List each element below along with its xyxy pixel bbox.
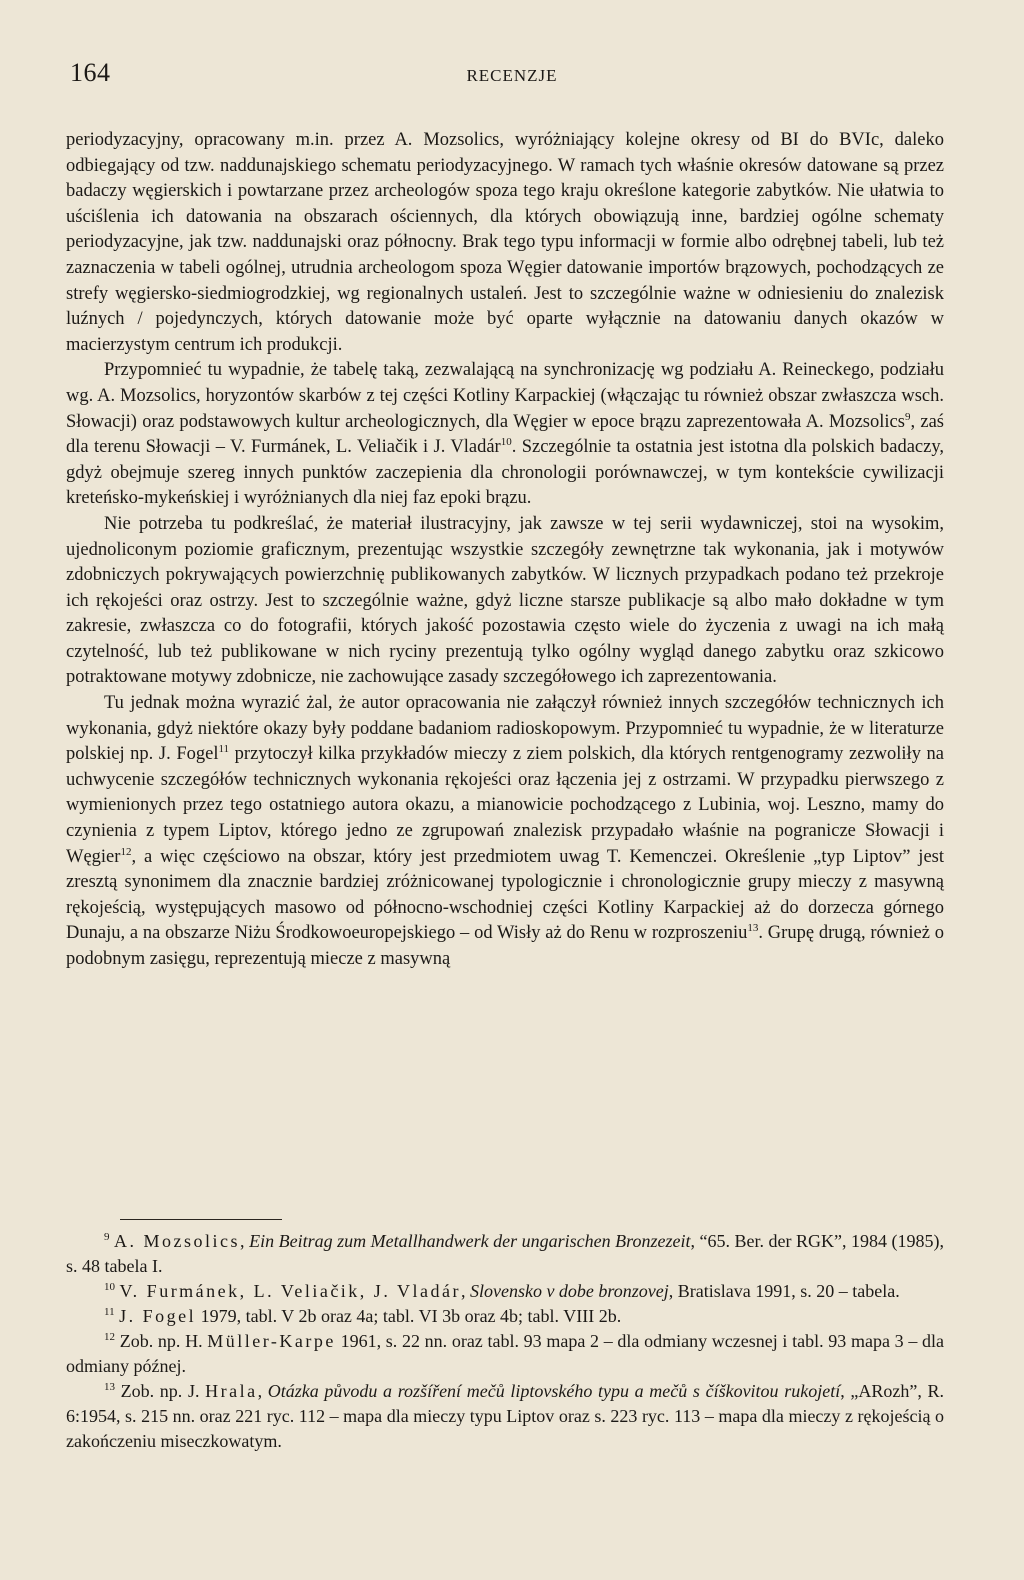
footnote-9-rest: , “65. Ber. der RGK”, 1984 (1985), s. 48 tabela I. [66, 1231, 945, 1276]
footnote-10: $^{10}$ V. Furmánek, L. Veliačik, J. Vladár, Slovensko v dobe bronzovej, Bratislava 1991, s. 20 – tabela. [104, 1281, 900, 1301]
footnote-11-author: J. Fogel [119, 1306, 197, 1326]
footnote-10-number: 10 [104, 1281, 115, 1293]
footnote-ref-9: 9 [904, 410, 911, 423]
footnote-9-author: A. Mozsolics [114, 1231, 241, 1251]
paragraph-4-part-d: . Grupę drugą, również o podobnym zasięgu, reprezentują miecze z masywną [66, 923, 944, 969]
footnote-ref-12: 12 [120, 845, 132, 858]
footnote-10-rest: , Bratislava 1991, s. 20 – tabela. [668, 1281, 900, 1301]
footnote-10-author: V. Furmánek, L. Veliačik, J. Vladár [119, 1281, 461, 1301]
footnote-13-author: Hrala [205, 1381, 258, 1401]
paragraph-4-part-b: przytoczył kilka przykładów mieczy z ziem polskich, dla których rentgenogramy zezwoliły na uchwycenie szczegółów technicznych wykonania rękojeści oraz łączenia jej z ostrzami. W przypadku pierwszego z wymienionych przez tego ostatniego autora okazu, a mianowicie pochodzącego z Lubinia, woj. Leszno, mamy do czynienia z typem Liptov, którego jedno ze zgrupowań znalezisk przypadało właśnie na pograniczе Słowacji i Węgier [66, 744, 944, 867]
paragraph-2-part-b: , zaś dla terenu Słowacji – V. Furmánek, L. Veliačik i J. Vladár [66, 411, 945, 458]
footnote-ref-13: 13 [747, 922, 759, 935]
body-text [66, 128, 944, 973]
footnote-13-rest: , „ARozh”, R. 6:1954, s. 215 nn. oraz 221 ryc. 112 – mapa dla mieczy typu Liptov oraz s. 223 ryc. 113 – mapa dla mieczy z rękojeścią o zakończeniu miseczkowatym. [66, 1381, 944, 1451]
footnote-12-rest: 1961, s. 22 nn. oraz tabl. 93 mapa 2 – dla odmiany wczesnej i tabl. 93 mapa 3 – dla odmiany późnej. [66, 1331, 945, 1376]
footnote-11-rest: 1979, tabl. V 2b oraz 4a; tabl. VI 3b oraz 4b; tabl. VIII 2b. [196, 1306, 622, 1326]
paragraph-4-part-c: , a więc częściowo na obszar, który jest przedmiotem uwag T. Kemenczei. Określenie „typ Liptov” jest zresztą synonimem dla znacznie bardziej zróżnicowanej typologicznie i chronologicznie grupy mieczy z masywną rękojeścią, występujących masowo od północno-wschodniej części Kotliny Karpackiej aż do dorzecza górnego Dunaju, a na obszarze Niżu Środkowoeuropejskiego – od Wisły aż do Renu w rozproszeniu [66, 846, 944, 944]
footnote-13-prefix: Zob. np. J. [120, 1381, 206, 1401]
paragraph-3: Nie potrzeba tu podkreślać, że materiał ilustracyjny, jak zawsze w tej serii wydawniczej, stoi na wysokim, ujednoliconym poziomie graficznym, prezentując wszystkie szczegóły zewnętrzne tak wykonania, jak i motywów zdobniczych pokrywających powierzchnię publikowanych zabytków. W licznych przypadkach podano też przekroje ich rękojeści oraz ostrzy. Jest to szczególnie ważne, gdyż liczne starsze publikacje są albo mało dokładne w tym zakresie, zwłaszcza co do fotografii, których jakość pozostawia często wiele do życzenia z uwagi na ich małą czytelność, lub też publikowane w nich ryciny prezentują tylko ogólny wygląd danego zabytku oraz szkicowo potraktowane motywy zdobnicze, nie zachowujące zasady szczegółowego ich zaprezentowania. [66, 513, 944, 688]
footnote-ref-11: 11 [218, 743, 230, 756]
footnote-9: $^9$ A. Mozsolics, Ein Beitrag zum Metallhandwerk der ungarischen Bronzezeit, “65. Ber. der RGK”, 1984 (1985), s. 48 tabela I. [66, 1231, 945, 1276]
paragraph-2-part-c: . Szczególnie ta ostatnia jest istotna dla polskich badaczy, gdyż obejmuje szereg innych punktów zaczepienia dla chronologii porównawczej, w tym kontekście cywilizacji kreteńsko-mykeńskiej i wyróżnianych dla niej faz epoki brązu. [66, 437, 944, 509]
footnote-12 [66, 1329, 944, 1379]
paragraph-2 [66, 358, 944, 512]
footnote-12-author: Müller-Karpe [207, 1331, 336, 1351]
footnote-10-title: Slovensko v dobe bronzovej [469, 1281, 669, 1301]
paragraph-4 [66, 691, 944, 973]
footnote-9-title: Ein Beitrag zum Metallhandwerk der ungarischen Bronzezeit [249, 1231, 691, 1251]
paragraph-2-part-a: Przypomnieć tu wypadnie, że tabelę taką, zezwalającą na synchronizację wg podziału A. Reineckego, podziału wg. A. Mozsolics, horyzontów skarbów z tej części Kotliny Karpackiej (włączając tu również obszar zwłaszcza wsch. Słowacji) oraz podstawowych kultur archeologicznych, dla Węgier w epoce brązu zaprezentowała A. Mozsolics [66, 360, 944, 432]
paragraph-4-part-a: Tu jednak można wyrazić żal, że autor opracowania nie załączył również innych szczegółów technicznych ich wykonania, gdyż niektóre okazy były poddane badaniom radioskopowym. Przypomnieć tu wypadnie, że w literaturze polskiej np. J. Fogel [66, 693, 944, 765]
paragraph-1: periodyzacyjny, opracowany m.in. przez A. Mozsolics, wyróżniający kolejne okresy od BI do BVIc, daleko odbiegający od tzw. naddunajskiego schematu periodyzacyjnego. W ramach tych właśnie okresów datowane są przez badaczy węgierskich i powtarzane przez archeologów spoza tego kraju określone kategorie zabytków. Nie ułatwia to uściślenia ich datowania na obszarach ościennych, dla których obowiązują inne, bardziej ogólne schematy periodyzacyjne, jak tzw. naddunajski oraz północny. Brak tego typu informacji w formie albo odrębnej tabeli, lub też zaznaczenia w tabeli ogólnej, utrudnia archeologom spoza Węgier datowanie importów brązowych, pochodzących ze strefy węgiersko-siedmiogrodzkiej, wg regionalnych ustaleń. Jest to szczególnie ważne w odniesieniu do znalezisk luźnych / pojedynczych, których datowanie może być oparte wyłącznie na datowaniu danych okazów w macierzystym centrum ich produkcji. [66, 130, 944, 355]
footnote-separator [120, 1219, 282, 1220]
footnote-11 [66, 1304, 944, 1329]
footnote-13-title: Otázka původu a rozšíření mečů liptovského typu a mečů s číškovitou rukojetí [267, 1381, 841, 1401]
footnote-9-number: 9 [104, 1231, 110, 1243]
page-number: 164 [70, 58, 111, 87]
footnote-ref-10: 10 [500, 435, 512, 448]
footnote-11-number: 11 [104, 1306, 115, 1318]
footnote-12-number: 12 [104, 1331, 115, 1343]
footnotes [66, 1229, 944, 1454]
running-head: RECENZJE [466, 66, 558, 85]
footnote-13: $^{13}$ Zob. np. J. Hrala, Otázka původu a rozšíření mečů liptovského typu a mečů s číškovitou rukojetí, „ARozh”, R. 6:1954, s. 215 nn. oraz 221 ryc. 112 – mapa dla mieczy typu Liptov oraz s. 223 ryc. 113 – mapa dla mieczy z rękojeścią o zakończeniu miseczkowatym. [66, 1381, 944, 1451]
footnote-12-prefix: Zob. np. H. [119, 1331, 208, 1351]
footnote-13-number: 13 [104, 1381, 115, 1393]
